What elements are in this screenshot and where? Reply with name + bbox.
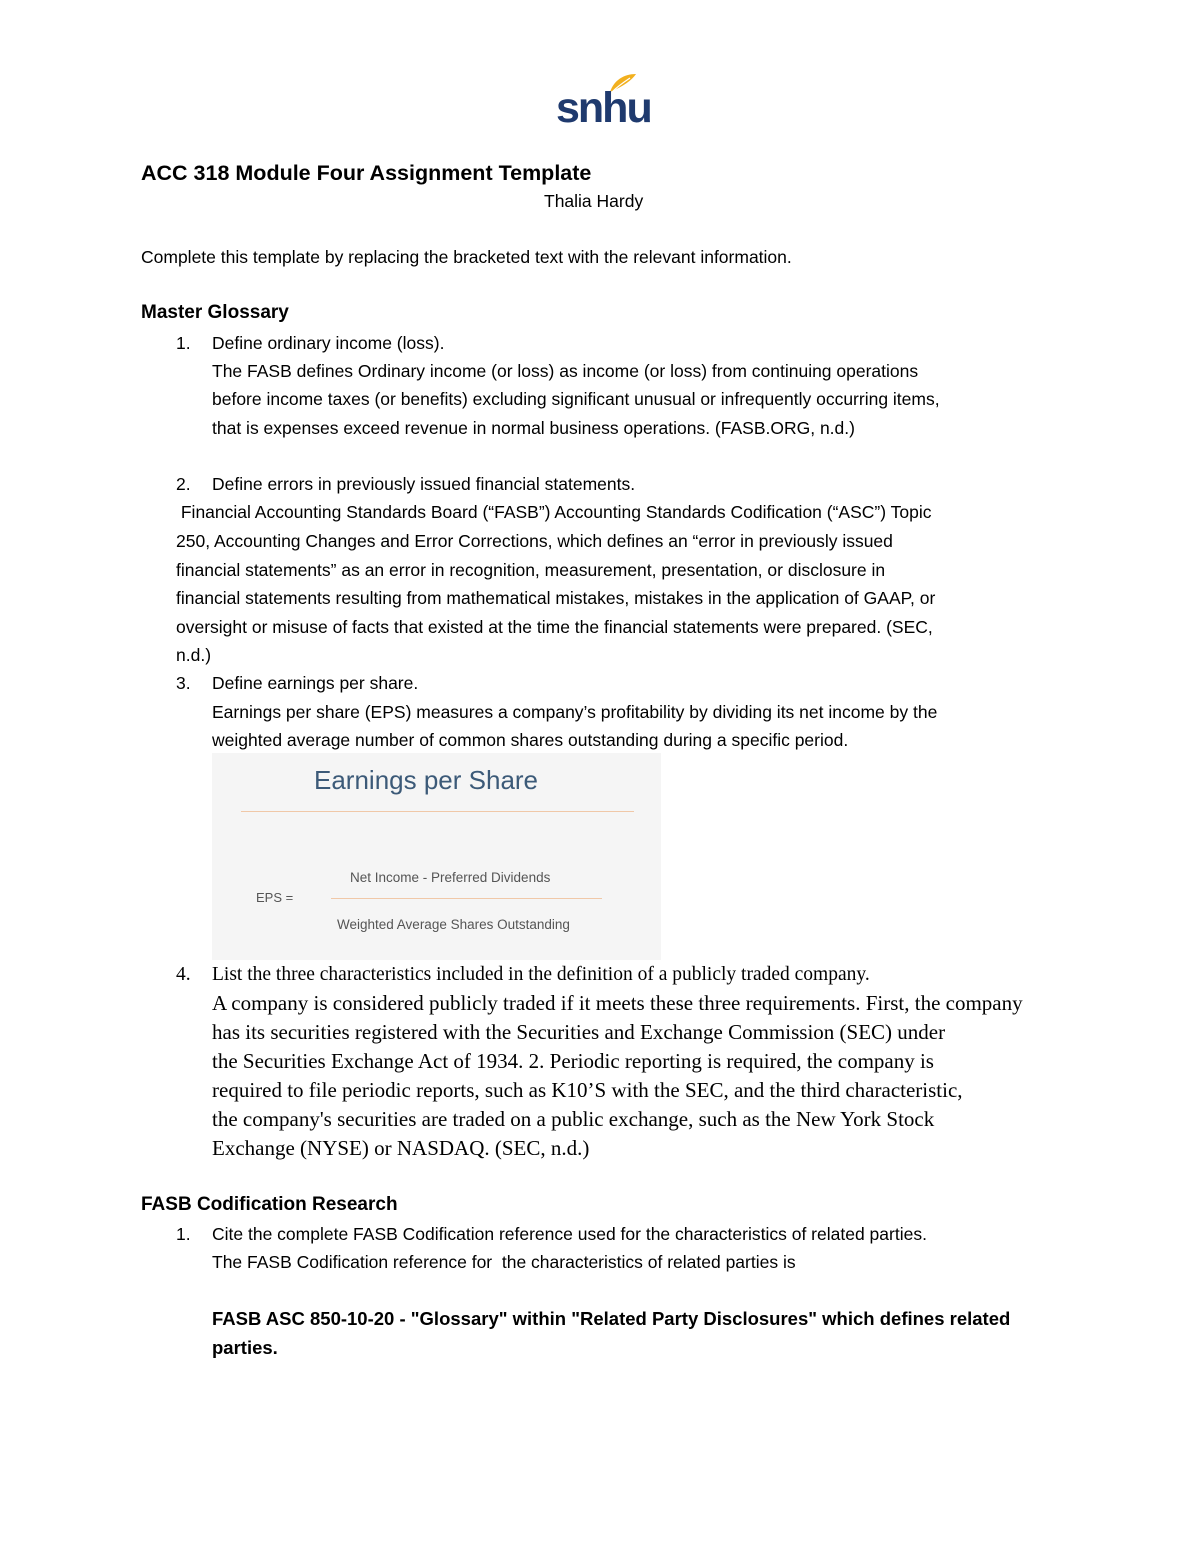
codification-heading: FASB Codification Research bbox=[141, 1194, 398, 1215]
q4-answer-line: the Securities Exchange Act of 1934. 2. Periodic reporting is required, the company is bbox=[212, 1049, 934, 1073]
q4-answer-line: Exchange (NYSE) or NASDAQ. (SEC, n.d.) bbox=[212, 1136, 590, 1160]
cq1-question: Cite the complete FASB Codification reference used for the characteristics of related parties. bbox=[212, 1224, 927, 1244]
q3-number: 3. bbox=[176, 673, 191, 693]
q3-answer-line: weighted average number of common shares outstanding during a specific period. bbox=[212, 730, 849, 750]
eps-numerator: Net Income - Preferred Dividends bbox=[350, 870, 551, 885]
eps-image-title: Earnings per Share bbox=[314, 765, 539, 795]
cq1-number: 1. bbox=[176, 1224, 191, 1244]
q1-number: 1. bbox=[176, 333, 191, 353]
q2-number: 2. bbox=[176, 474, 191, 494]
eps-formula-image bbox=[212, 753, 661, 960]
q1-answer-line: before income taxes (or benefits) excluding significant unusual or infrequently occurring items, bbox=[212, 389, 940, 409]
q2-answer-line: financial statements resulting from mathematical mistakes, mistakes in the application of GAAP, or bbox=[176, 588, 936, 608]
q4-number: 4. bbox=[176, 964, 191, 985]
q4-answer-line: has its securities registered with the Securities and Exchange Commission (SEC) under bbox=[212, 1020, 946, 1044]
instructions: Complete this template by replacing the bracketed text with the relevant information. bbox=[141, 247, 792, 267]
q2-answer-line: Financial Accounting Standards Board (“FASB”) Accounting Standards Codification (“ASC”) Topic bbox=[176, 502, 932, 522]
cq1-answer: The FASB Codification reference for the characteristics of related parties is bbox=[212, 1252, 796, 1272]
q2-answer-line: n.d.) bbox=[176, 645, 212, 665]
q2-question: Define errors in previously issued financial statements. bbox=[212, 474, 636, 494]
q3-question: Define earnings per share. bbox=[212, 673, 419, 693]
cq1-bold-line: FASB ASC 850-10-20 - "Glossary" within "Related Party Disclosures" which defines related bbox=[212, 1308, 1011, 1329]
document-title: ACC 318 Module Four Assignment Template bbox=[141, 161, 592, 185]
q4-answer-line: the company's securities are traded on a public exchange, such as the New York Stock bbox=[212, 1107, 935, 1131]
q2-answer-line: financial statements” as an error in recognition, measurement, presentation, or disclosure in bbox=[176, 560, 886, 580]
eps-lhs: EPS = bbox=[256, 890, 294, 905]
q1-answer-line: The FASB defines Ordinary income (or loss) as income (or loss) from continuing operations bbox=[212, 361, 919, 381]
author-name: Thalia Hardy bbox=[544, 191, 644, 211]
q4-question: List the three characteristics included in the definition of a publicly traded company. bbox=[212, 964, 870, 985]
q1-answer-line: that is expenses exceed revenue in normal business operations. (FASB.ORG, n.d.) bbox=[212, 418, 855, 438]
q2-answer-line: 250, Accounting Changes and Error Corrections, which defines an “error in previously issued bbox=[176, 531, 893, 551]
q4-answer-line: A company is considered publicly traded if it meets these three requirements. First, the company bbox=[212, 991, 1023, 1015]
q4-answer-line: required to file periodic reports, such as K10’S with the SEC, and the third characteristic, bbox=[212, 1078, 963, 1102]
q2-answer-line: oversight or misuse of facts that existed at the time the financial statements were prepared. (SEC, bbox=[176, 617, 933, 637]
q3-answer-line: Earnings per share (EPS) measures a company’s profitability by dividing its net income by the bbox=[212, 702, 938, 722]
eps-title-rule bbox=[241, 811, 634, 812]
q1-question: Define ordinary income (loss). bbox=[212, 333, 445, 353]
master-glossary-heading: Master Glossary bbox=[141, 302, 289, 323]
eps-fraction-bar bbox=[331, 898, 602, 899]
cq1-bold-line: parties. bbox=[212, 1337, 278, 1358]
snhu-logo bbox=[552, 72, 651, 134]
logo-wordmark: snhu bbox=[556, 84, 651, 132]
eps-denominator: Weighted Average Shares Outstanding bbox=[337, 917, 570, 932]
